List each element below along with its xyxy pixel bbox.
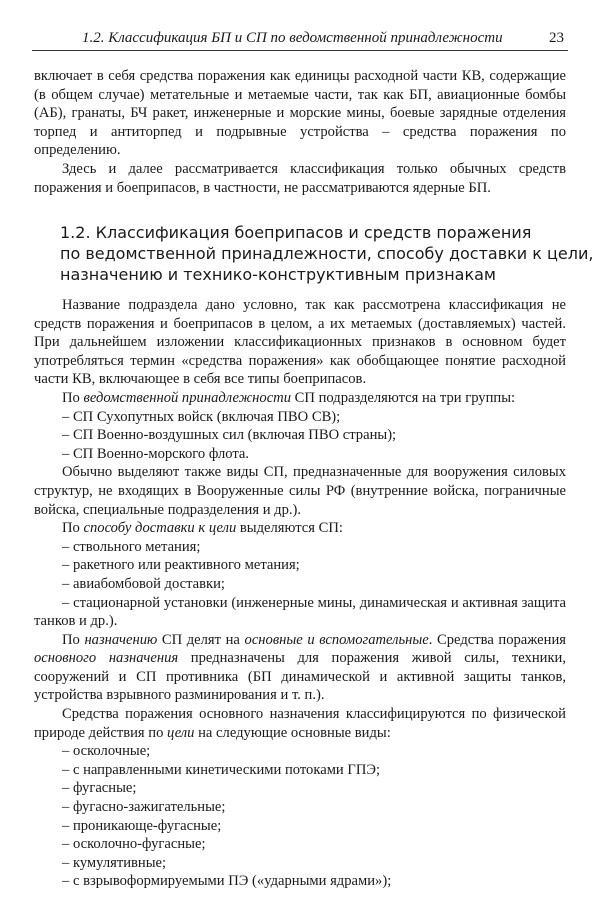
purpose-term-2: основные и вспомогательные — [244, 631, 429, 648]
delivery-item: – авиабомбовой доставки; — [62, 575, 225, 592]
department-post: СП подразделяются на три группы: — [291, 389, 516, 406]
department-pre: По — [62, 389, 84, 406]
purpose-text-3: . Средства поражения — [428, 631, 566, 648]
kind-item: – фугасно-зажигательные; — [62, 799, 226, 816]
department-paragraph — [34, 389, 566, 408]
section-heading-line-1: 1.2. Классификация боеприпасов и средств поражения — [60, 223, 532, 242]
physical-post: на следующие основные виды: — [194, 724, 391, 741]
kind-item: – осколочные; — [62, 743, 151, 760]
intro-paragraph-1: включает в себя средства поражения как единицы расходной части КВ, содержащие (в общем случае) метательные и метаемые части, так как БП, авиационные бомбы (АБ), гранаты, БЧ ракет, инженерные и морские мины, боевые зарядные отделения торпед и антиторпед и подрывные устройства – средства поражения по определению. — [34, 68, 566, 159]
physical-term: цели — [167, 724, 195, 741]
delivery-post: выделяются СП: — [236, 520, 343, 537]
purpose-paragraph — [34, 631, 566, 705]
delivery-paragraph — [34, 519, 566, 538]
department-item: – СП Военно-воздушных сил (включая ПВО страны); — [62, 427, 397, 444]
physical-paragraph — [34, 705, 566, 742]
purpose-text-1: По — [62, 631, 85, 648]
running-head-title: 1.2. Классификация БП и СП по ведомственной принадлежности — [82, 30, 503, 46]
purpose-text-2: СП делят на — [157, 631, 245, 648]
page-number: 23 — [549, 30, 564, 46]
purpose-text-4: предназначены для поражения живой силы, техники, сооружений и СП противника (БП динамической и активной защиты танков, устройства взрывного разминирования и т. п.). — [34, 650, 566, 704]
purpose-term-3: основного назначения — [34, 650, 179, 667]
delivery-item: – стационарной установки (инженерные мины, динамическая и активная защита танков и др.). — [34, 594, 566, 630]
kind-item: – фугасные; — [62, 780, 137, 797]
purpose-term-1: назначению — [84, 631, 158, 648]
delivery-item: – ракетного или реактивного метания; — [62, 557, 300, 574]
kind-item: – проникающе-фугасные; — [62, 817, 222, 834]
delivery-pre: По — [62, 520, 84, 537]
section-heading-line-2: по ведомственной принадлежности, способу доставки к цели, — [60, 244, 594, 263]
section-heading-line-3: назначению и технико-конструктивным признакам — [60, 265, 496, 284]
kind-item: – с взрывоформируемыми ПЭ («ударными ядрами»); — [62, 873, 392, 890]
kind-item: – с направленными кинетическими потоками ГПЭ; — [62, 761, 381, 778]
kind-item: – кумулятивные; — [62, 854, 167, 871]
intro-block — [34, 67, 566, 197]
intro-paragraph-2: Здесь и далее рассматривается классификация только обычных средств поражения и боеприпасов, в частности, не рассматриваются ядерные БП. — [34, 160, 566, 196]
delivery-term: способу доставки к цели — [83, 520, 237, 537]
section-heading — [60, 222, 594, 285]
delivery-item: – ствольного метания; — [62, 538, 201, 555]
department-term: ведомственной принадлежности — [83, 389, 292, 406]
section-intro-paragraph: Название подраздела дано условно, так как рассмотрена классификация не средств поражения и боеприпасов в целом, а их метаемых (доставляемых) частей. При дальнейшем изложении классификационных признаков в основном будет употребляться термин «средства поражения» как обобщающее понятие расходной части КВ, включающее в себя все типы боеприпасов. — [34, 297, 566, 388]
running-head — [32, 28, 568, 51]
department-item: – СП Военно-морского флота. — [62, 445, 250, 462]
physical-pre: Средства поражения основного назначения классифицируются по физической природе действия по — [34, 706, 566, 741]
other-structures-paragraph: Обычно выделяют также виды СП, предназначенные для вооружения силовых структур, не входящих в Вооруженные силы РФ (внутренние войска, пограничные войска, специальные подразделения и др.). — [34, 464, 566, 518]
section-body — [34, 296, 566, 891]
department-item: – СП Сухопутных войск (включая ПВО СВ); — [62, 408, 341, 425]
kind-item: – осколочно-фугасные; — [62, 836, 206, 853]
